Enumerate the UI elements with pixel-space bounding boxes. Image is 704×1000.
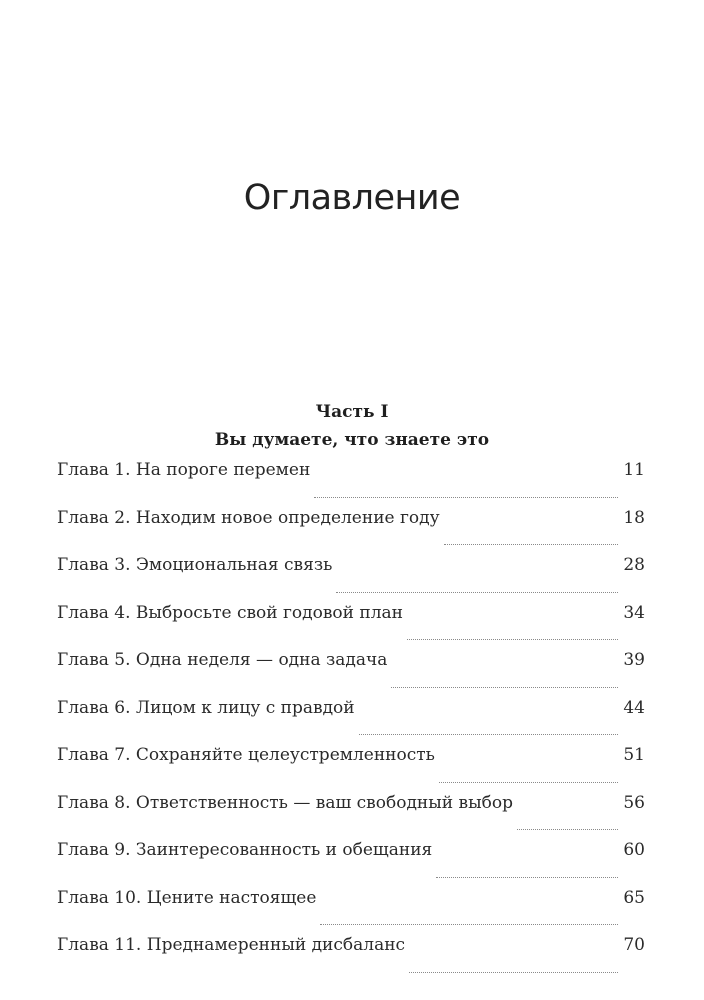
toc-entry[interactable] xyxy=(57,742,645,790)
page-number: 60 xyxy=(623,840,645,860)
table-of-contents xyxy=(57,457,645,980)
dot-leader xyxy=(320,924,618,925)
chapter-title: Глава 3. Эмоциональная связь xyxy=(57,555,333,575)
toc-entry[interactable] xyxy=(57,790,645,838)
page-number: 39 xyxy=(623,650,645,670)
chapter-title: Глава 9. Заинтересованность и обещания xyxy=(57,840,433,860)
page-number: 51 xyxy=(623,745,645,765)
dot-leader xyxy=(314,497,618,498)
chapter-title: Глава 5. Одна неделя — одна задача xyxy=(57,650,388,670)
chapter-title: Глава 2. Находим новое определение году xyxy=(57,507,440,528)
chapter-title: Глава 6. Лицом к лицу с правдой xyxy=(57,697,355,718)
dot-leader xyxy=(444,544,619,545)
chapter-title: Глава 11. Преднамеренный дисбаланс xyxy=(57,935,406,955)
dot-leader xyxy=(391,687,618,688)
dot-leader xyxy=(517,829,618,830)
dot-leader xyxy=(409,972,618,973)
page-number: 70 xyxy=(623,935,645,955)
page-number: 44 xyxy=(623,697,645,718)
toc-entry[interactable] xyxy=(57,837,645,885)
page-number: 65 xyxy=(623,887,645,908)
page-number: 28 xyxy=(623,555,645,575)
chapter-title: Глава 7. Сохраняйте целеустремленность xyxy=(57,745,435,765)
chapter-title: Глава 8. Ответственность — ваш свободный выбор xyxy=(57,792,513,813)
chapter-title: Глава 10. Цените настоящее xyxy=(57,887,317,908)
page-title: Оглавление xyxy=(243,178,461,218)
chapter-title: Глава 4. Выбросьте свой годовой план xyxy=(57,602,403,623)
dot-leader xyxy=(336,592,618,593)
chapter-title: Глава 1. На пороге перемен xyxy=(57,460,311,480)
toc-entry[interactable] xyxy=(57,600,645,648)
toc-entry[interactable] xyxy=(57,695,645,743)
page-number: 11 xyxy=(623,460,645,480)
toc-entry[interactable] xyxy=(57,552,645,600)
toc-entry[interactable] xyxy=(57,505,645,553)
dot-leader xyxy=(407,639,618,640)
page-number: 56 xyxy=(623,792,645,813)
dot-leader xyxy=(439,782,618,783)
part-name: Вы думаете, что знаете это xyxy=(214,430,490,450)
page-number: 18 xyxy=(623,507,645,528)
toc-entry[interactable] xyxy=(57,457,645,505)
page-number: 34 xyxy=(623,602,645,623)
toc-entry[interactable] xyxy=(57,885,645,933)
toc-entry[interactable] xyxy=(57,647,645,695)
part-label: Часть I xyxy=(315,402,389,422)
dot-leader xyxy=(359,734,619,735)
toc-entry[interactable] xyxy=(57,932,645,980)
dot-leader xyxy=(436,877,618,878)
